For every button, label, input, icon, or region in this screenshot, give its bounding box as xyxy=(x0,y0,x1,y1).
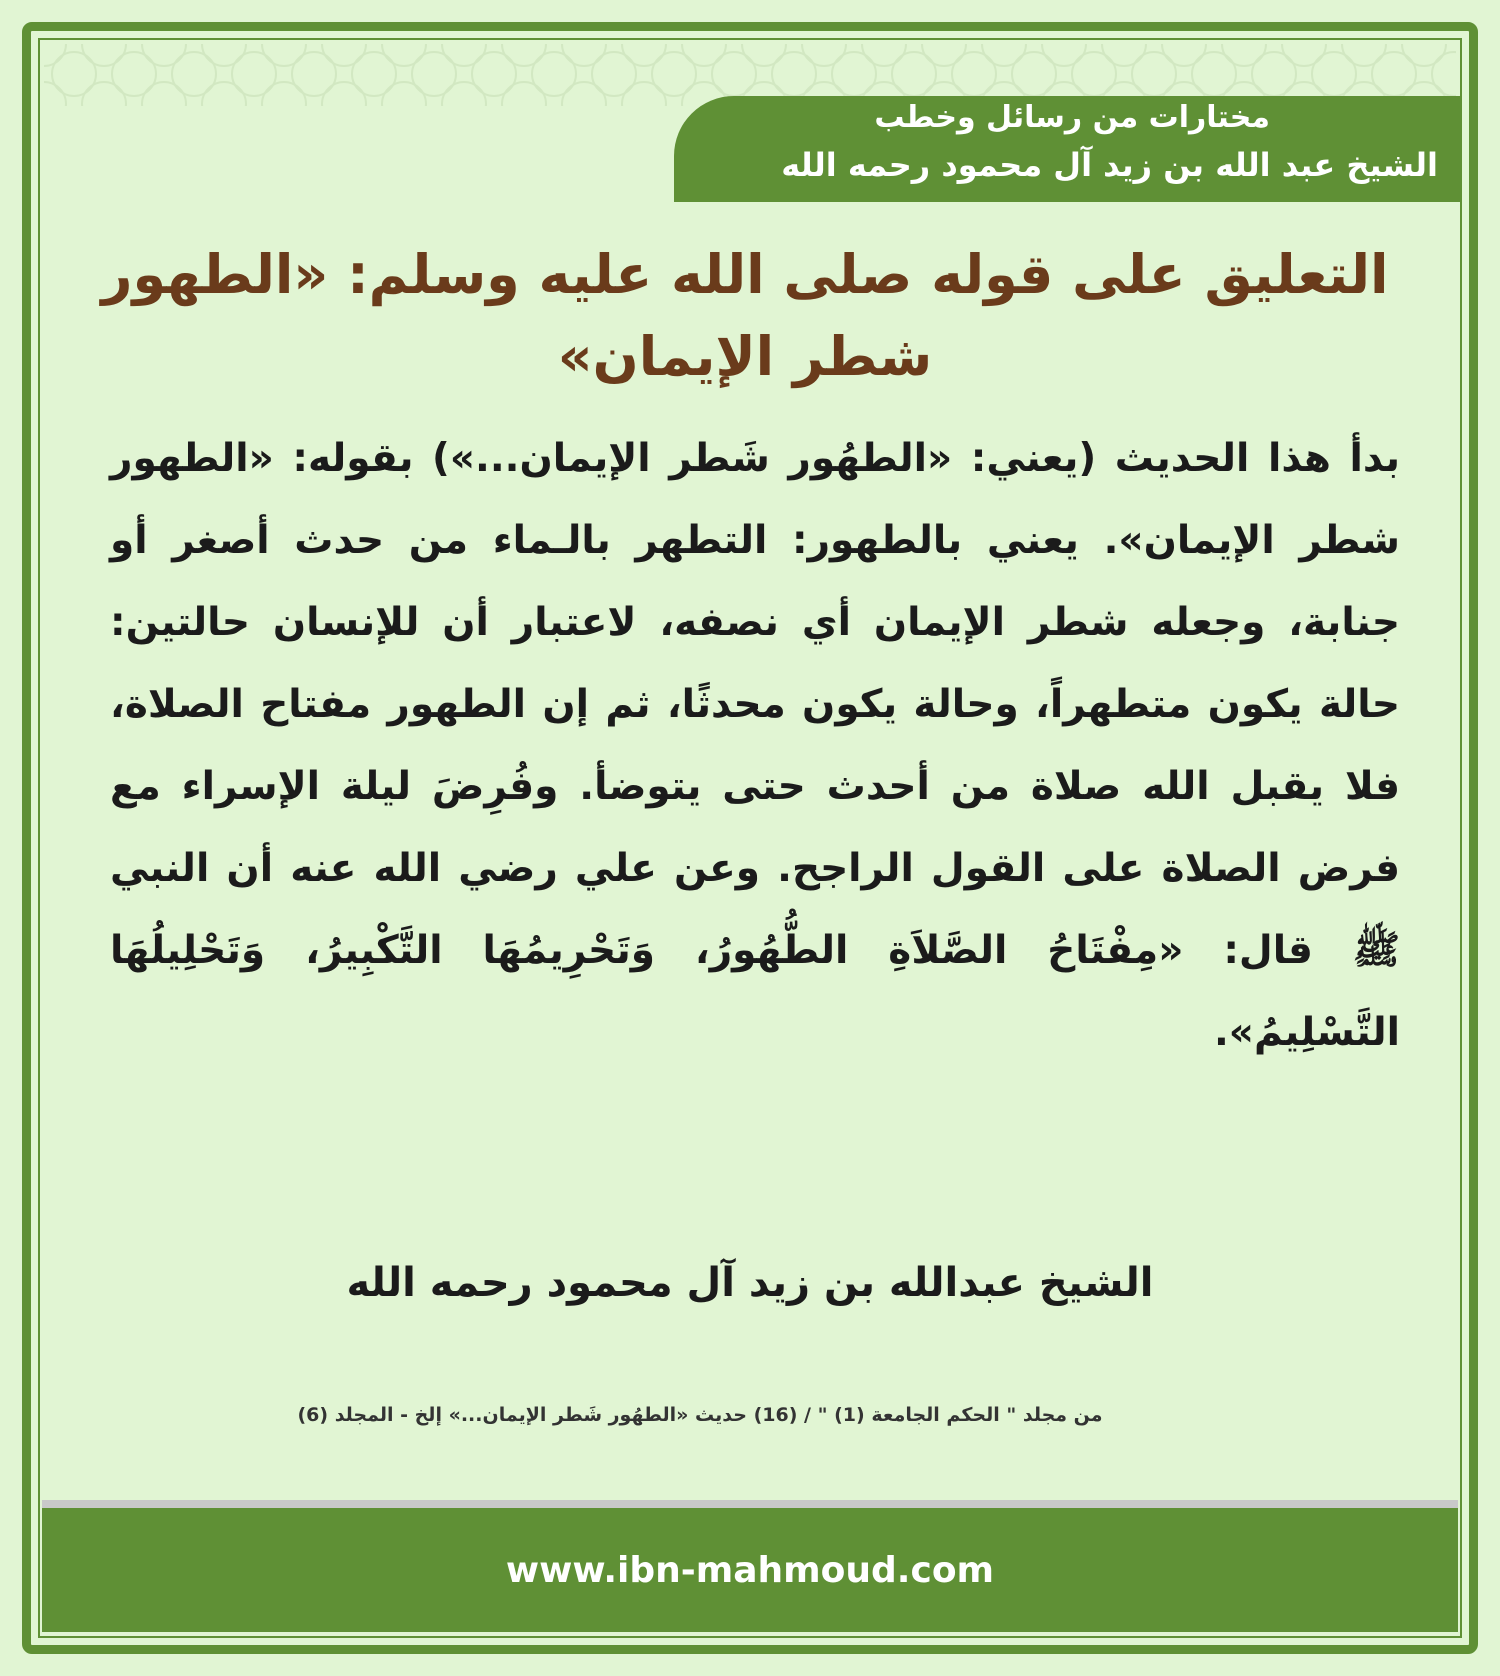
article-body: بدأ هذا الحديث (يعني: «الطهُور شَطر الإيمان...») بقوله: «الطهور شطر الإيمان». يعني بالطهور: التطهر بالـماء من حدث أصغر أو جنابة، وجعله شطر الإيمان أي نصفه، لاعتبار أن للإنسان حالتين: حالة يكون متطهراً، وحالة يكون محدثًا، ثم إن الطهور مفتاح الصلاة، فلا يقبل الله صلاة من أحدث حتى يتوضأ. وفُرِضَ ليلة الإسراء مع فرض الصلاة على القول الراجح. وعن علي رضي الله عنه أن النبي ﷺ قال: «مِفْتَاحُ الصَّلاَةِ الطُّهُورُ، وَتَحْرِيمُهَا التَّكْبِيرُ، وَتَحْلِيلُهَا التَّسْلِيمُ». xyxy=(110,436,1400,1055)
footer-bar xyxy=(42,1508,1458,1632)
header-band xyxy=(674,96,1460,202)
footer-divider xyxy=(42,1500,1458,1508)
author-signature: الشيخ عبدالله بن زيد آل محمود رحمه الله xyxy=(346,1260,1154,1306)
series-author: الشيخ عبد الله بن زيد آل محمود رحمه الله xyxy=(781,146,1438,184)
series-title: مختارات من رسائل وخطب xyxy=(874,100,1270,135)
source-citation: من مجلد " الحكم الجامعة (1) " / (16) حديث «الطهُور شَطر الإيمان...» إلخ - المجلد (6) xyxy=(297,1404,1103,1426)
website-link[interactable]: www.ibn-mahmoud.com xyxy=(505,1549,995,1591)
article-title: التعليق على قوله صلى الله عليه وسلم: «الطهور شطر الإيمان» xyxy=(101,243,1389,388)
